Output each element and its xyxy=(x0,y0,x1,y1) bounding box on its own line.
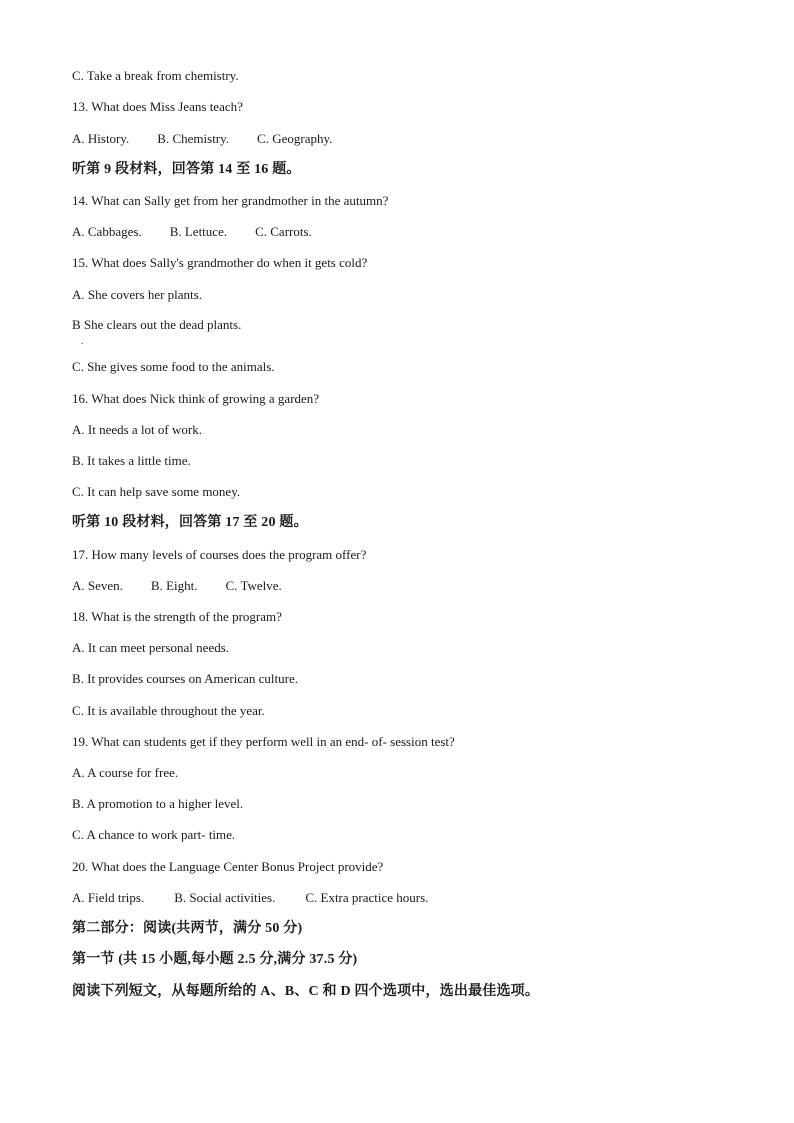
option-a: A. Cabbages. xyxy=(72,224,142,239)
question-18: 18. What is the strength of the program? xyxy=(72,609,282,624)
option-c: C. She gives some food to the animals. xyxy=(72,359,275,374)
option-c: C. It can help save some money. xyxy=(72,484,241,499)
option-c: C. Carrots. xyxy=(255,224,312,239)
option-a: A. It can meet personal needs. xyxy=(72,640,230,655)
option-b: B. It takes a little time. xyxy=(72,453,191,468)
option-b: B. Social activities. xyxy=(174,890,276,905)
option-a: A. It needs a lot of work. xyxy=(72,422,202,437)
question-17: 17. How many levels of courses does the program offer? xyxy=(72,547,367,562)
section-heading-10: 听第 10 段材料，回答第 17 至 20 题。 xyxy=(72,515,308,530)
option-b: B. A promotion to a higher level. xyxy=(72,796,244,811)
question-13-options xyxy=(72,131,332,147)
section-heading-9: 听第 9 段材料，回答第 14 至 16 题。 xyxy=(72,162,301,177)
question-20-options xyxy=(72,890,428,906)
option-c: C. Twelve. xyxy=(225,578,282,593)
option-a: A. Field trips. xyxy=(72,890,145,905)
question-14-options xyxy=(72,224,312,240)
option-a: A. Seven. xyxy=(72,578,123,593)
option-b: B. Eight. xyxy=(150,578,198,593)
option-a: A. She covers her plants. xyxy=(72,287,202,302)
option-c: C. Extra practice hours. xyxy=(305,890,429,905)
question-19: 19. What can students get if they perform well in an end- of- session test? xyxy=(72,734,455,749)
question-20: 20. What does the Language Center Bonus Project provide? xyxy=(72,859,384,874)
question-14: 14. What can Sally get from her grandmother in the autumn? xyxy=(72,193,389,208)
question-17-options xyxy=(72,578,282,594)
option-b: B. It provides courses on American culture. xyxy=(72,671,298,686)
option-c: C. It is available throughout the year. xyxy=(72,703,265,718)
question-15: 15. What does Sally's grandmother do when it gets cold? xyxy=(72,255,368,270)
question-16: 16. What does Nick think of growing a garden? xyxy=(72,391,320,406)
reading-instructions: 阅读下列短文，从每题所给的 A、B、C 和 D 四个选项中，选出最佳选项。 xyxy=(72,984,540,999)
option-b: B She clears out the dead plants. xyxy=(72,317,242,332)
part-two-heading: 第二部分：阅读(共两节，满分 50 分) xyxy=(72,921,303,936)
stray-dot: . xyxy=(81,336,84,346)
option-a: A. A course for free. xyxy=(72,765,179,780)
section-one-heading: 第一节 (共 15 小题,每小题 2.5 分,满分 37.5 分) xyxy=(72,952,358,967)
option-a: A. History. xyxy=(72,131,130,146)
option-c: C. A chance to work part- time. xyxy=(72,827,236,842)
option-text: C. Take a break from chemistry. xyxy=(72,68,239,83)
option-c: C. Geography. xyxy=(257,131,333,146)
option-b: B. Chemistry. xyxy=(157,131,230,146)
option-b: B. Lettuce. xyxy=(169,224,228,239)
question-13: 13. What does Miss Jeans teach? xyxy=(72,99,243,114)
